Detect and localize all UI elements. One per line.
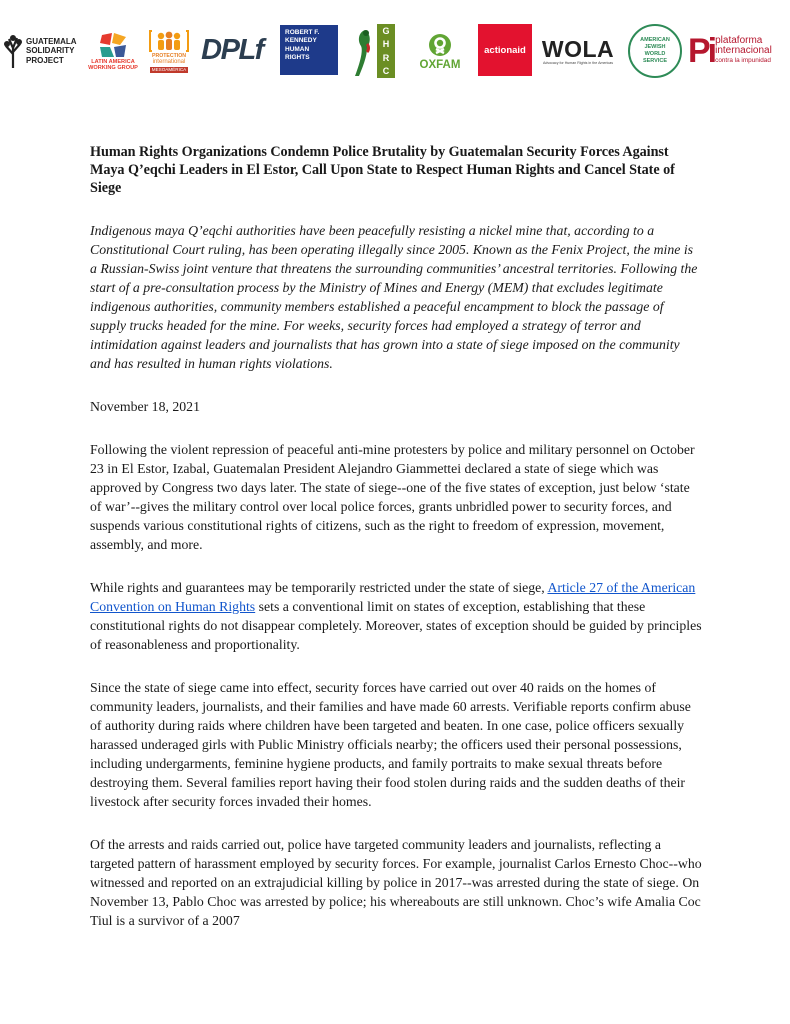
wola-wordmark: WOLA (541, 35, 615, 62)
actionaid-logo (478, 24, 532, 76)
pi-monogram-icon: Pi (688, 32, 715, 70)
plataforma-internacional-logo (688, 28, 788, 74)
paragraph-arrests: Of the arrests and raids carried out, police have targeted community leaders and journalists, reflecting a targeted pattern of harassment employed by security forces. For example, journalist Carlos Ernesto Choc--who witnessed and reported on an extrajudicial killing by police in 2017--was arrested during the state of siege. On November 13, Pablo Choc was arrested by police; his whereabouts are still unknown. Choc’s wife Amalia Coc Tiul is a survivor of a 2007 (90, 837, 702, 928)
press-release-title: Human Rights Organizations Condemn Police Brutality by Guatemalan Security Forces Against Maya Q’eqchi Leaders in El Estor, Call Upon State to Respect Human Rights and Cancel State of Siege (90, 144, 675, 196)
ajws-logo (628, 24, 682, 78)
ajws-line-1: AMERICAN (640, 37, 670, 43)
lawg-line-2: WORKING GROUP (88, 65, 138, 71)
tree-icon (2, 34, 24, 68)
oxfam-wordmark: OXFAM (419, 59, 461, 71)
quetzal-bird-icon (351, 24, 377, 78)
dplf-logo (196, 32, 268, 68)
rfk-human-rights-logo (280, 25, 338, 75)
partner-logos-bar (0, 22, 790, 80)
protection-international-logo (146, 22, 192, 80)
pi-line-3: MESOAMÉRICA (151, 66, 187, 72)
gsp-line-2: SOLIDARITY (26, 46, 75, 56)
ajws-line-4: SERVICE (642, 58, 668, 64)
rfk-line-2: KENNEDY (285, 37, 317, 45)
ghrc-logo (346, 22, 400, 80)
plataforma-line-3: contra la impunidad (715, 57, 771, 64)
rfk-line-1: ROBERT F. (285, 29, 320, 36)
gsp-line-1: GUATEMALA (26, 36, 77, 46)
press-release-body (90, 143, 702, 954)
paragraph-2-text-after: sets a conventional limit on states of exception, establishing that these constitutional rights do not disappear completely. Moreover, states of exception should be guided by principles of reasonableness and proportionality. (90, 599, 702, 652)
article-27-link[interactable]: Article 27 of the American Convention on Human Rights (90, 580, 696, 614)
pi-line-1: PROTECTION (151, 53, 186, 60)
lawg-logo (82, 24, 144, 78)
oxfam-symbol-icon (428, 33, 452, 57)
guatemala-solidarity-project-logo (2, 30, 80, 72)
plataforma-line-1: plataforma (715, 35, 763, 46)
paragraph-american-convention (90, 578, 702, 654)
ajws-line-2: JEWISH (644, 44, 666, 50)
ajws-line-3: WORLD (644, 51, 666, 57)
rfk-line-3: HUMAN (285, 45, 310, 53)
ghrc-letter-c: C (382, 66, 390, 77)
lead-paragraph: Indigenous maya Q’eqchi authorities have been peacefully resisting a nickel mine that, according to a Constitutional Court ruling, has been operating illegally since 2005. Known as the Fenix Project, the mine is a Russian-Swiss joint venture that threatens the surrounding communities’ ancestral territories. Following the start of a pre-consultation process by the Ministry of Mines and Energy (MEM) that excludes legitimate indigenous authorities, community members established a peaceful encampment to block the passage of supply trucks headed for the mine. For weeks, security forces had employed a strategy of terror and intimidation against leaders and journalists that has grown into a state of siege imposed on the community and has resulted in human rights violations. (90, 223, 698, 371)
rfk-line-4: RIGHTS (285, 54, 310, 62)
release-date: November 18, 2021 (90, 399, 200, 414)
lawg-emblem-icon (98, 31, 128, 59)
actionaid-wordmark: actionaid (484, 44, 526, 56)
paragraph-2-text-before: While rights and guarantees may be temporarily restricted under the state of siege, (90, 580, 548, 595)
wola-logo (540, 32, 616, 70)
lawg-line-1: LATIN AMERICA (91, 58, 135, 65)
ghrc-letter-g: G (382, 25, 390, 36)
pi-line-2: international (152, 59, 186, 66)
oxfam-logo (412, 28, 468, 76)
wola-tagline: Advocacy for Human Rights in the Americas (542, 60, 614, 65)
ghrc-letter-h: H (382, 39, 390, 50)
gsp-line-3: PROJECT (26, 55, 64, 65)
people-icon (149, 29, 189, 53)
paragraph-state-of-siege: Following the violent repression of peaceful anti-mine protesters by police and military personnel on October 23 in El Estor, Izabal, Guatemalan President Alejandro Giammettei declared a state of siege which was approved by Congress two days later. The state of siege--one of the five states of exception, just below ‘state of war’--gives the military control over local police forces, grants unbridled power to security forces, and suspends various constitutional rights of citizens, such as the right to freedom of expression, movement, assembly, and more. (90, 442, 695, 552)
dplf-wordmark: DPLf (201, 33, 263, 66)
plataforma-line-2: internacional (715, 45, 772, 56)
paragraph-raids: Since the state of siege came into effect, security forces have carried out over 40 raids on the homes of community leaders, journalists, and their families and have made 60 arrests. Verifiable reports confirm abuse of authority during raids where children have been targeted and beaten. In one case, police officers sexually harassed underaged girls with Public Ministry officials nearby; the officers used their personal possessions, including undergarments, feminine hygiene products, and family portraits to make sexual threats before destroying them. Several families report having their food stolen during raids and the sudden deaths of their livestock after security forces invaded their homes. (90, 680, 691, 809)
ghrc-letter-r: R (382, 52, 390, 63)
